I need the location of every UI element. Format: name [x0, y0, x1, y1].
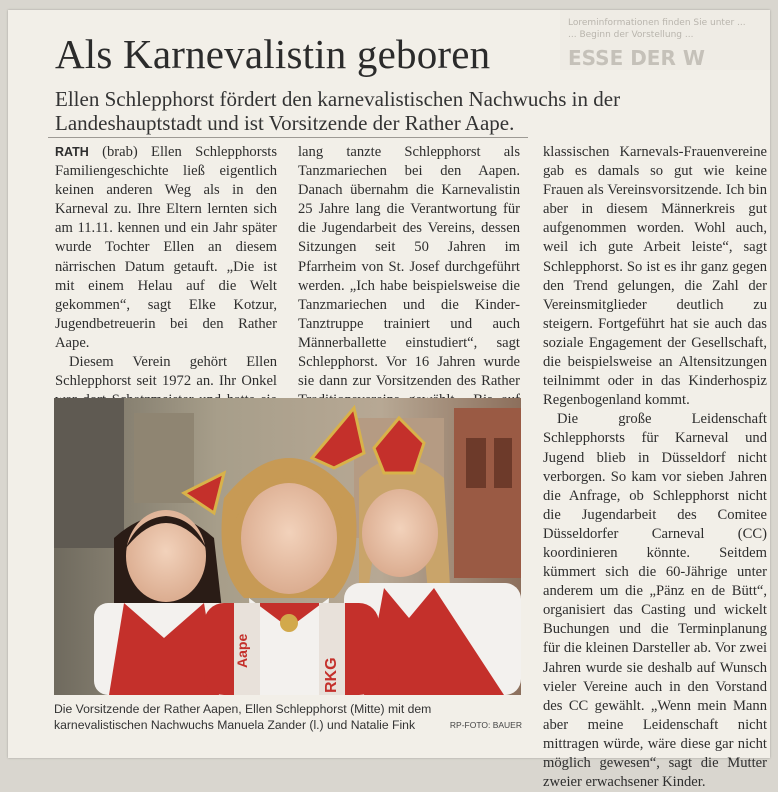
divider-rule — [48, 137, 528, 138]
paragraph: lang tanzte Schlepphorst als Tanzmariechen bei den Aapen. Danach übernahm die Karnevalistin 25 Jahre lang die Verantwortung für die Jugendarbeit des Vereins, dessen Sitzungen seit 50 Jahren im Pfarrheim von St. Josef durchgeführt werden. „Ich habe beispielsweise die Tanzmariechen und die Kinder-Tanztruppe trainiert und auch Männerballette einstudiert“, sagt Schlepphorst. Vor 16 Jahren wurde sie dann zur Vorsitzenden des Rather — [298, 144, 520, 390]
caption-text: Die Vorsitzende der Rather Aapen, Ellen Schlepphorst (Mitte) mit dem karnevalistischen Nachwuchs Manuela Zander (l.) und Natalie Fink — [54, 702, 432, 732]
photo-credit: RP-FOTO: BAUER — [449, 720, 522, 730]
paragraph-text: (brab) Ellen Schlepphorsts Familiengeschichte ließ eigentlich keinen anderen Weg als in den Karneval zu. Ihre Eltern lernten sich am 11.11. kennen und ein Jahr später wurde Tochter Ellen an diesem närrischen Datum getauft. „Die ist mit einem Helau auf die Welt gekommen“, sagt Elke Kotzur, Jugendbetreuerin bei den Rather Aape. — [55, 144, 277, 351]
article-column-3 — [543, 143, 767, 792]
neighbor-strip-line-1: Loreminformationen finden Sie unter ... — [568, 18, 746, 28]
paragraph — [55, 143, 277, 353]
neighbor-strip-line-3: ESSE DER W — [568, 46, 705, 70]
photo-illustration — [54, 398, 521, 695]
article-column-2 — [298, 143, 520, 429]
paragraph: klassischen Karnevals-Frauenvereine gab es damals so gut wie keine Frauen als Vereinsvorsitzende. Ich bin aber in diesem Männerkreis gut aufgenommen worden. Wohl auch, weil ich gute Arbeit leiste“, sagt Schlepphorst. So ist es ihr ganz gegen den Trend gelungen, die Zahl der Vereinsmitglieder deutlich zu steigern. Fortgeführt hat sie auch das soziale Engagement der Gesellschaft, die beispielsweise an Altensitzungen teilnimmt oder in das Kinderhospiz Regenbogenland kommt. — [543, 144, 767, 409]
neighbor-strip-line-2: ... Beginn der Vorstellung ... — [568, 30, 694, 40]
article-subheadline: Ellen Schlepphorst fördert den karnevalistischen Nachwuchs in der Landeshauptstadt und ist Vorsitzende der Rather Aape. — [55, 87, 621, 135]
paragraph: Die große Leidenschaft Schlepphorsts für Karneval und Jugend blieb in Düsseldorf nicht verborgen. So kam vor sieben Jahren die Anfrage, ob Schlepphorst nicht die Jugendarbeit des Comitee Düsseldorfer Carneval (CC) koordinieren könnte. Seitdem kümmert sich die 60-Jährige unter anderem um die „Pänz en de Bütt“, organisiert das Casting und wickelt Buchungen und die Terminplanung für die kleinen Darsteller ab. Vor zwei Jahren wurde sie deshalb auf Wunsch vieler Vereine auch in den Vorstand des CC gewählt. „Wenn mein Mann aber meine Leidenschaft nicht mittragen würde, wäre diese gar nicht möglich gewesen“, sagt die Mutter zweier erwachsener Kinder. — [543, 411, 767, 791]
article-photo — [54, 398, 521, 695]
article-column-1 — [55, 143, 277, 429]
photo-caption — [54, 701, 522, 733]
scarf-text-left: Aape — [234, 633, 250, 668]
dateline: RATH — [55, 145, 89, 159]
article-headline: Als Karnevalistin geboren — [55, 31, 491, 77]
paragraph: Diesem Verein gehört Ellen Schlepphorst seit 1972 an. Ihr Onkel — [55, 354, 277, 390]
scarf-text-right: RKG — [323, 657, 340, 693]
